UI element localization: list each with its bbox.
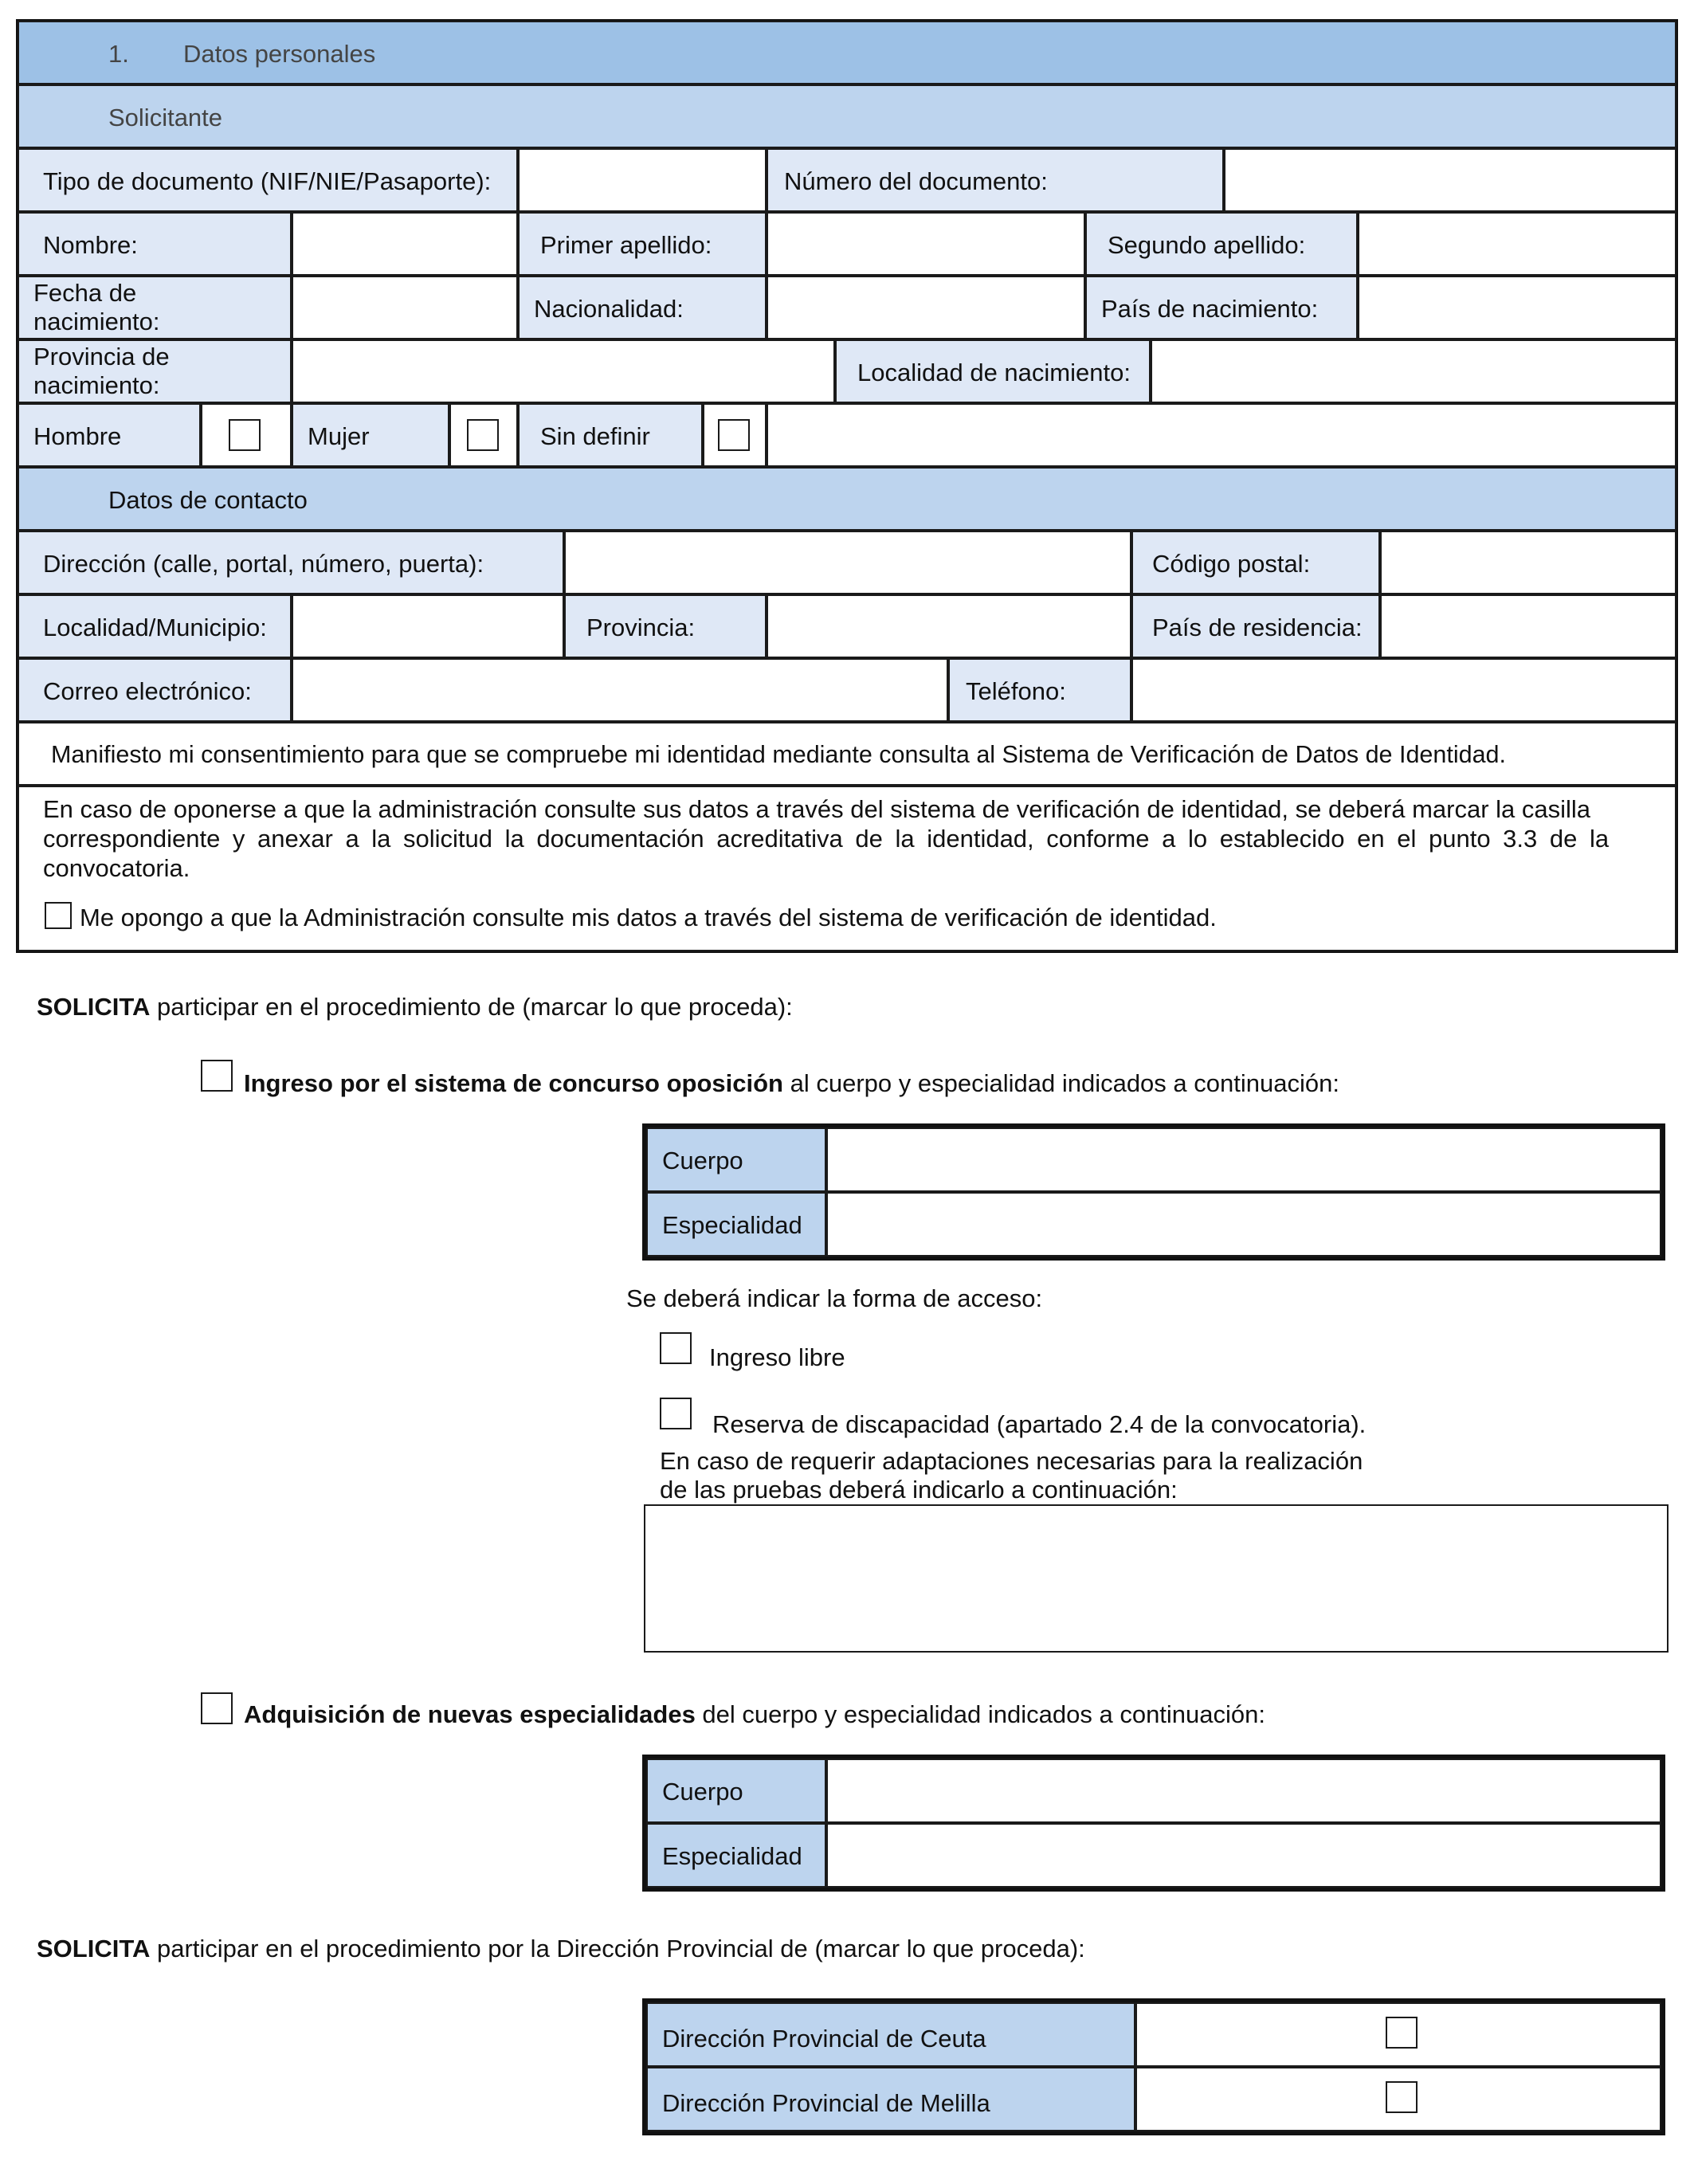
contacto-label: Datos de contacto [108, 486, 308, 514]
adaptaciones-text-line1: En caso de requerir adaptaciones necesarias para la realización [660, 1447, 1363, 1475]
solicita-procedimiento-text [37, 993, 793, 1021]
pais-nacimiento-field[interactable] [1358, 276, 1676, 339]
ingreso-especialidad-label-cell [646, 1192, 826, 1257]
codigo-postal-label-cell [1131, 531, 1380, 594]
sin-definir-label: Sin definir [540, 422, 650, 450]
opposition-text-line2: correspondiente y anexar a la solicitud la documentación acreditativa de la identidad, conforme a lo establecido en el punto 3.3 de la [43, 825, 1610, 853]
localidad-municipio-label-cell [18, 594, 292, 658]
ceuta-label-cell [646, 2002, 1135, 2067]
localidad-nacimiento-label: Localidad de nacimiento: [857, 359, 1131, 386]
codigo-postal-label: Código postal: [1152, 550, 1311, 578]
hombre-label: Hombre [33, 422, 122, 450]
consent-row [18, 722, 1676, 786]
direccion-label: Dirección (calle, portal, número, puerta): [43, 550, 484, 578]
fecha-nacimiento-label-cell [18, 276, 292, 339]
forma-acceso-text: Se deberá indicar la forma de acceso: [626, 1284, 1043, 1312]
ingreso-cuerpo-label: Cuerpo [662, 1147, 743, 1174]
contacto-header [18, 467, 1676, 531]
hombre-checkbox-cell [201, 403, 292, 467]
nombre-label: Nombre: [43, 231, 138, 259]
pais-residencia-label-cell [1131, 594, 1380, 658]
tipo-documento-label: Tipo de documento (NIF/NIE/Pasaporte): [43, 167, 492, 195]
section-title: Datos personales [183, 40, 376, 68]
localidad-nacimiento-label-cell [835, 339, 1151, 403]
opposition-text-line3: convocatoria. [43, 854, 190, 882]
sex-row-empty-cell [767, 403, 1676, 467]
fecha-nacimiento-field[interactable] [292, 276, 518, 339]
sin-definir-checkbox[interactable] [718, 419, 750, 451]
hombre-checkbox[interactable] [229, 419, 261, 451]
me-opongo-label: Me opongo a que la Administración consulte mis datos a través del sistema de verificación de identidad. [80, 904, 1217, 931]
adquisicion-cuerpo-label-cell [646, 1759, 826, 1823]
ingreso-checkbox[interactable] [201, 1060, 233, 1092]
reserva-discapacidad-checkbox[interactable] [660, 1398, 692, 1429]
tipo-documento-field[interactable] [518, 148, 767, 212]
segundo-apellido-field[interactable] [1358, 212, 1676, 276]
ceuta-label: Dirección Provincial de Ceuta [662, 2025, 986, 2053]
nacionalidad-field[interactable] [767, 276, 1085, 339]
nacionalidad-label-cell [518, 276, 767, 339]
tipo-documento-label-cell [18, 148, 518, 212]
opposition-row [18, 786, 1676, 951]
primer-apellido-field[interactable] [767, 212, 1085, 276]
section-number: 1. [108, 40, 129, 68]
adquisicion-especialidad-label-cell [646, 1823, 826, 1888]
hombre-label-cell [18, 403, 201, 467]
sin-definir-label-cell [518, 403, 703, 467]
telefono-label: Teléfono: [966, 677, 1066, 705]
correo-label-cell [18, 658, 292, 722]
ceuta-checkbox-cell [1135, 2002, 1661, 2067]
codigo-postal-field[interactable] [1380, 531, 1676, 594]
fecha-nacimiento-label-line1: Fecha de [33, 279, 137, 307]
numero-documento-label: Número del documento: [784, 167, 1048, 195]
ingreso-especialidad-field[interactable] [826, 1192, 1661, 1257]
fecha-nacimiento-label-line2: nacimiento: [33, 308, 160, 335]
telefono-label-cell [948, 658, 1131, 722]
adquisicion-option-text [244, 1700, 1265, 1729]
provincia-nacimiento-label-line2: nacimiento: [33, 371, 160, 399]
solicita-rest: participar en el procedimiento de (marcar lo que proceda): [150, 993, 793, 1021]
adquisicion-cuerpo-field[interactable] [826, 1759, 1661, 1823]
primer-apellido-label-cell [518, 212, 767, 276]
mujer-checkbox-cell [449, 403, 518, 467]
segundo-apellido-label: Segundo apellido: [1108, 231, 1306, 259]
solicitante-header [18, 84, 1676, 148]
ingreso-rest: al cuerpo y especialidad indicados a continuación: [783, 1069, 1339, 1097]
mujer-label: Mujer [308, 422, 370, 450]
adaptaciones-textarea[interactable] [644, 1504, 1669, 1653]
melilla-label-cell [646, 2067, 1135, 2131]
pais-residencia-field[interactable] [1380, 594, 1676, 658]
ingreso-option-text [244, 1069, 1339, 1098]
nombre-field[interactable] [292, 212, 518, 276]
telefono-field[interactable] [1131, 658, 1676, 722]
correo-field[interactable] [292, 658, 948, 722]
provincia-nacimiento-label-line1: Provincia de [33, 343, 170, 371]
ingreso-cuerpo-label-cell [646, 1127, 826, 1192]
numero-documento-field[interactable] [1224, 148, 1676, 212]
solicita-bold: SOLICITA [37, 993, 151, 1021]
melilla-checkbox[interactable] [1386, 2081, 1418, 2113]
pais-nacimiento-label: País de nacimiento: [1101, 295, 1319, 323]
solicitante-label: Solicitante [108, 104, 223, 131]
nacionalidad-label: Nacionalidad: [534, 295, 684, 323]
section-header [18, 21, 1676, 84]
ingreso-especialidad-label: Especialidad [662, 1211, 802, 1239]
adquisicion-checkbox[interactable] [201, 1692, 233, 1724]
ingreso-libre-checkbox[interactable] [660, 1332, 692, 1364]
mujer-label-cell [292, 403, 449, 467]
ingreso-cuerpo-field[interactable] [826, 1127, 1661, 1192]
melilla-checkbox-cell [1135, 2067, 1661, 2131]
localidad-nacimiento-field[interactable] [1151, 339, 1676, 403]
sin-definir-checkbox-cell [703, 403, 767, 467]
reserva-discapacidad-label: Reserva de discapacidad (apartado 2.4 de la convocatoria). [712, 1410, 1367, 1438]
direccion-label-cell [18, 531, 564, 594]
opposition-text-line1: En caso de oponerse a que la administración consulte sus datos a través del sistema de verificación de identidad, se deberá marcar la casilla [43, 795, 1591, 823]
adquisicion-especialidad-field[interactable] [826, 1823, 1661, 1888]
pais-nacimiento-label-cell [1085, 276, 1358, 339]
correo-label: Correo electrónico: [43, 677, 252, 705]
segundo-apellido-label-cell [1085, 212, 1358, 276]
adquisicion-cuerpo-label: Cuerpo [662, 1778, 743, 1806]
provincia-nacimiento-label-cell [18, 339, 292, 403]
mujer-checkbox[interactable] [467, 419, 499, 451]
melilla-label: Dirección Provincial de Melilla [662, 2089, 990, 2117]
provincia-nacimiento-field[interactable] [292, 339, 835, 403]
ceuta-checkbox[interactable] [1386, 2017, 1418, 2049]
provincia-label-cell [564, 594, 767, 658]
ingreso-bold: Ingreso por el sistema de concurso oposición [244, 1069, 783, 1097]
numero-documento-label-cell [767, 148, 1224, 212]
provincia-field[interactable] [767, 594, 1131, 658]
adquisicion-especialidad-label: Especialidad [662, 1842, 802, 1870]
provincia-label: Provincia: [586, 614, 696, 641]
me-opongo-checkbox[interactable] [45, 902, 72, 929]
pais-residencia-label: País de residencia: [1152, 614, 1363, 641]
localidad-municipio-field[interactable] [292, 594, 564, 658]
adquisicion-bold: Adquisición de nuevas especialidades [244, 1700, 696, 1728]
nombre-label-cell [18, 212, 292, 276]
adquisicion-rest: del cuerpo y especialidad indicados a continuación: [695, 1700, 1266, 1728]
localidad-municipio-label: Localidad/Municipio: [43, 614, 267, 641]
direccion-field[interactable] [564, 531, 1131, 594]
solicita-direccion-text [37, 1935, 1085, 1963]
primer-apellido-label: Primer apellido: [540, 231, 712, 259]
solicita2-bold: SOLICITA [37, 1935, 151, 1962]
consent-text: Manifiesto mi consentimiento para que se compruebe mi identidad mediante consulta al Sistema de Verificación de Datos de Identidad. [51, 741, 1506, 768]
solicita2-rest: participar en el procedimiento por la Dirección Provincial de (marcar lo que proceda): [150, 1935, 1085, 1962]
ingreso-libre-label: Ingreso libre [709, 1343, 845, 1371]
adaptaciones-text-line2: de las pruebas deberá indicarlo a continuación: [660, 1476, 1178, 1504]
